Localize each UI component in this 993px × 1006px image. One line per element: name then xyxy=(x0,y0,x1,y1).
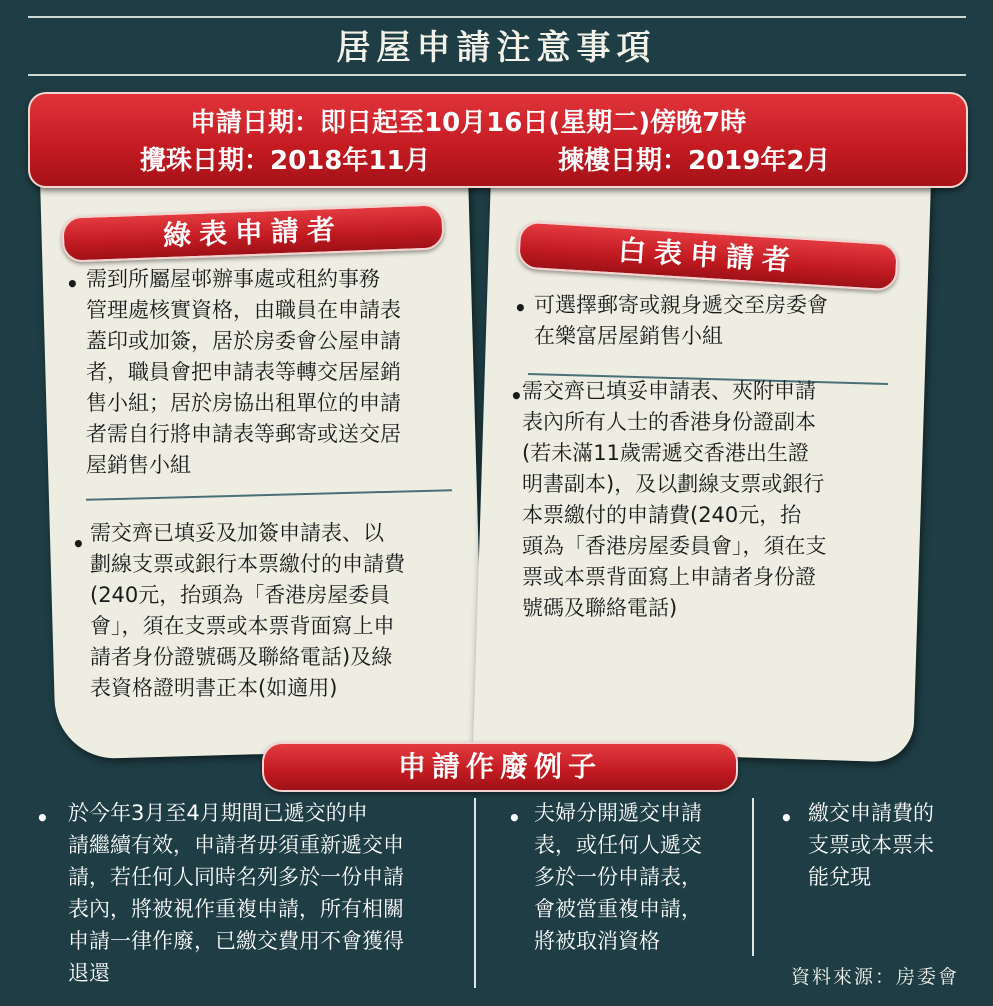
green-item-verify: 需到所屬屋邨辦事處或租約事務 管理處核實資格，由職員在申請表 蓋印或加簽，居於房委會公屋申請 者，職員會把申請表等轉交居屋銷 售小組；居於房協出租單位的申請 者需自行將申請表等郵寄或送交居 屋銷售小組 xyxy=(86,267,401,477)
white-form-tag: 白表申請者 xyxy=(517,220,899,291)
flat-select-date: 揀樓日期：2019年2月 xyxy=(558,146,831,176)
date-banner xyxy=(28,92,968,188)
ballot-date: 攪珠日期：2018年11月 xyxy=(140,146,431,176)
title-underline xyxy=(28,74,966,76)
example-duplicate-listing: 於今年3月至4月期間已遞交的申 請繼續有效，申請者毋須重新遞交申 請，若任何人同時名列多於一份申請 表內，將被視作重複申請，所有相關 申請一律作廢，已繳交費用不會獲得 退還 xyxy=(68,801,404,985)
source-credit: 資料來源：房委會 xyxy=(790,966,959,988)
example-divider-1 xyxy=(474,798,476,988)
green-item-documents: 需交齊已填妥及加簽申請表、以 劃線支票或銀行本票繳付的申請費 (240元，抬頭為「香港房屋委員 會」，須在支票或本票背面寫上申 請者身份證號碼及聯絡電話)及綠 表資格證明書正本(如適用) xyxy=(90,521,405,700)
apply-date: 申請日期：即日起至10月16日(星期二)傍晚7時 xyxy=(190,108,747,138)
example-cheque-dishonoured: 繳交申請費的 支票或本票未 能兌現 xyxy=(808,801,934,889)
bullet-icon: • xyxy=(780,806,793,830)
examples-tag: 申請作廢例子 xyxy=(262,742,738,792)
bullet-icon: • xyxy=(508,806,521,830)
page-title: 居屋申請注意事項 xyxy=(336,28,657,68)
white-item-documents: 需交齊已填妥申請表、夾附申請 表內所有人士的香港身份證副本 (若未滿11歲需遞交香港出生證 明書副本)，及以劃線支票或銀行 本票繳付的申請費(240元，抬 頭為「香港房屋委員會」，須在支 票或本票背面寫上申請者身份證 號碼及聯絡電話) xyxy=(522,379,827,620)
top-rule xyxy=(28,16,966,18)
example-separate-submission: 夫婦分開遞交申請 表，或任何人遞交 多於一份申請表， 會被當重複申請， 將被取消資格 xyxy=(534,801,702,953)
bullet-icon: • xyxy=(72,532,85,556)
bullet-icon: • xyxy=(510,384,523,408)
bullet-icon: • xyxy=(514,296,527,320)
example-divider-2 xyxy=(752,798,754,956)
bullet-icon: • xyxy=(66,272,79,296)
bullet-icon: • xyxy=(36,806,49,830)
green-form-tag: 綠表申請者 xyxy=(61,203,444,262)
white-item-submit: 可選擇郵寄或親身遞交至房委會 在樂富居屋銷售小組 xyxy=(534,293,828,348)
